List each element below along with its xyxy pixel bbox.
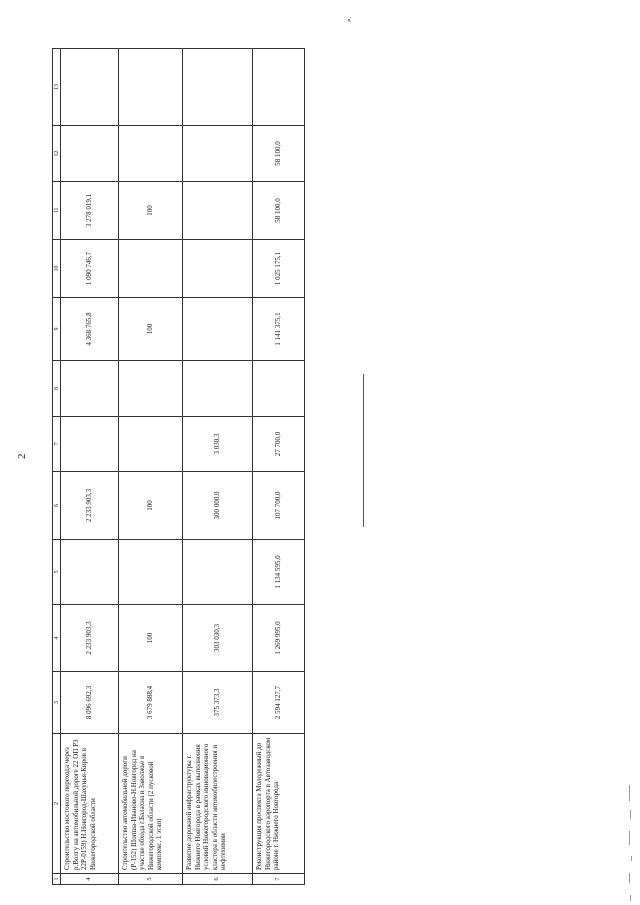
table-cell: 2 233 903,3 [61,472,119,540]
table-cell: 100 [119,298,183,361]
table-cell: 375 373,3 [183,672,253,734]
row-number: 7 [253,874,305,885]
table-cell [183,361,253,417]
table-cell: 3 278 019,1 [61,182,119,240]
table-cell [119,540,183,605]
column-number: 13 [53,49,61,126]
bottom-rule-divider [363,374,364,527]
row-number: 5 [119,874,183,885]
table-cell: 300 000,0 [183,472,253,540]
column-number: 10 [53,240,61,298]
column-number-row [53,49,61,885]
column-number: 9 [53,298,61,361]
closing-quote-mark: ». [345,16,353,22]
table-cell [61,417,119,472]
table-cell [61,49,119,126]
table-cell [183,49,253,126]
table-cell [61,540,119,605]
object-name: Развитие дорожной инфраструктуры г. Нижнего Новгорода в рамках выполнения условий Нижегородского инновационного кластера в области автомобилестроения и нефтехимии [183,734,253,874]
column-number: 4 [53,605,61,672]
object-name: Строительство мостового перехода через р.Волгу на автомобильной дороге 22 ОП РЗ 22Р-0159) Н.Новгород-Шахунья-Киров в Нижегородской области [61,734,119,874]
object-name: Реконструкция проспекта Молодежный до Нижегородского аэропорта в Автозаводском районе г. Нижнего Новгорода [253,734,305,874]
object-name: Строительство автомобильной дороги (Р-152) Шопша-Иваново-Н.Новгород на участке обхода г.Балахна и Заволжье в Нижегородской области (2 пусковой комплекс, 1 этап) [119,734,183,874]
table-cell: 100 [119,182,183,240]
table-cell: 2 233 903,3 [61,605,119,672]
table-cell [183,540,253,605]
table-cell [183,182,253,240]
table-cell: 8 096 692,3 [61,672,119,734]
table-cell: 1 269 995,0 [253,605,305,672]
row-number: 6 [183,874,253,885]
column-number: 12 [53,126,61,182]
table-cell: 1 134 595,0 [253,540,305,605]
table-cell: 2 594 127,7 [253,672,305,734]
table-cell: 4 368 765,8 [61,298,119,361]
row-number: 4 [61,874,119,885]
table-cell [183,240,253,298]
table-cell: 3 030,3 [183,417,253,472]
table-cell: 303 030,3 [183,605,253,672]
table-cell [119,361,183,417]
column-number: 8 [53,361,61,417]
table-cell: 1 141 375,1 [253,298,305,361]
table-row [61,49,119,885]
column-number: 1 [53,874,61,885]
column-number: 2 [53,734,61,874]
page-number: 2 [16,453,28,459]
budget-table [52,48,305,885]
column-number: 7 [53,417,61,472]
column-number: 3 [53,672,61,734]
table-cell [61,361,119,417]
column-number: 5 [53,540,61,605]
table-cell: 3 679 888,4 [119,672,183,734]
table-cell [183,126,253,182]
table-row [119,49,183,885]
table-cell [253,49,305,126]
table-cell [253,361,305,417]
table-cell [119,126,183,182]
table-cell [183,298,253,361]
table-cell: 107 700,0 [253,472,305,540]
table-cell: 1 090 746,7 [61,240,119,298]
column-number: 11 [53,182,61,240]
table-cell: 58 100,0 [253,126,305,182]
table-cell [119,240,183,298]
table-cell [119,417,183,472]
table-cell: 27 700,0 [253,417,305,472]
table-cell: 58 100,0 [253,182,305,240]
table-row [253,49,305,885]
table-cell: 100 [119,472,183,540]
table-row [183,49,253,885]
table-cell: 1 025 175,1 [253,240,305,298]
table-cell [119,49,183,126]
table-cell: 100 [119,605,183,672]
column-number: 6 [53,472,61,540]
table-cell [61,126,119,182]
scan-artifact [624,775,636,905]
